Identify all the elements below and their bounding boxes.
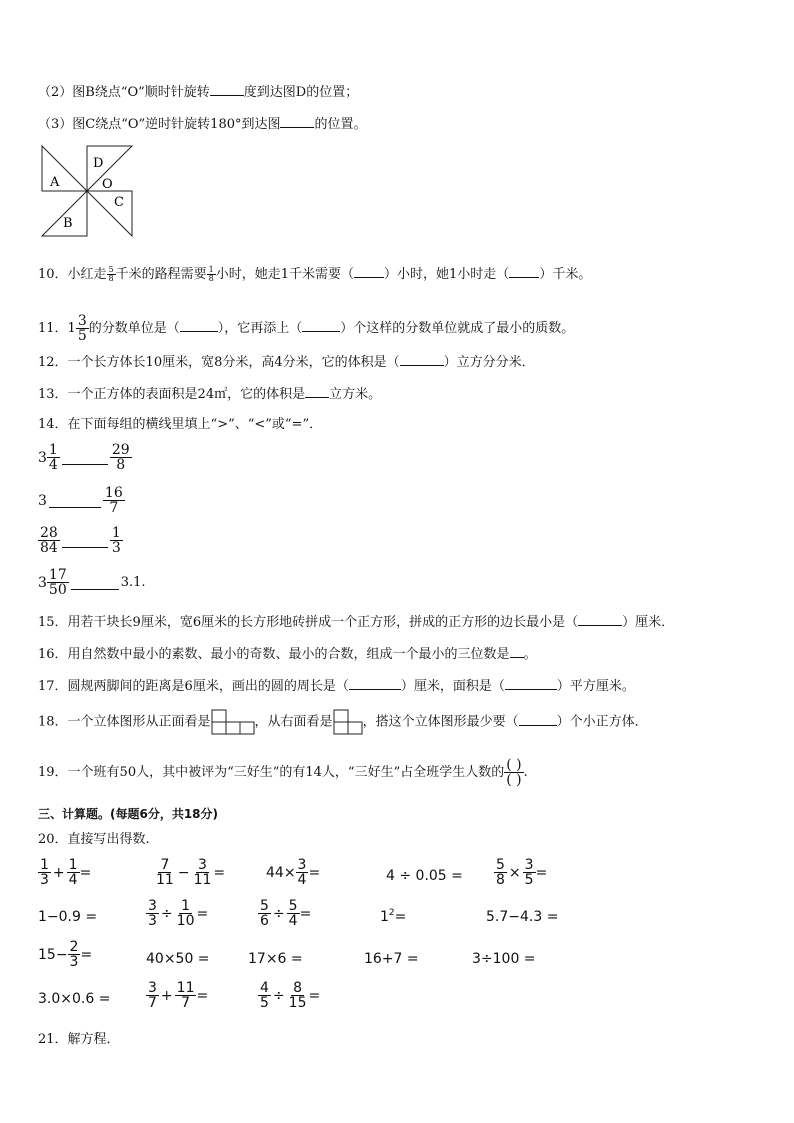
calc-item: $\frac{5}{8}$ × $\frac{3}{5}$ = [496,857,548,888]
calc-item: $\frac{1}{3}$ + $\frac{1}{4}$ = [40,857,92,888]
question-17: 17．圆规两脚间的距离是6厘米，画出的圆的周长是（ ）厘米，面积是（ ）平方厘米。 [38,676,635,697]
question-18: 18．一个立体图形从正面看是 ，从右面看是 ，搭这个立体图形最少要（ ）个小正方体． [38,709,648,735]
question-19: 19．一个班有50人，其中被评为“三好生”的有14人，“三好生”占全班学生人数的 $\frac{( )}{( )}$ . [38,757,528,788]
compare-blank[interactable] [62,546,108,548]
question-15: 15．用若干块长9厘米，宽6厘米的长方形地砖拼成一个正方形，拼成的正方形的边长最小是（ ）厘米． [38,612,674,633]
right-view-grid-icon [333,709,363,735]
fraction: $\frac{1}{8}$ [208,265,214,283]
label-c: C [114,195,124,210]
calc-item: 40×50 = [146,951,210,967]
calc-item: 15− $\frac{2}{3}$ = [38,939,93,970]
calc-item: $\frac{3}{3}$ ÷ $\frac{1}{10}$ = [148,898,209,929]
label-b: B [63,216,73,231]
calc-item: 5.7−4.3 = [486,909,559,925]
fraction: $\frac{17}{50}$ [48,567,67,598]
answer-blank[interactable] [509,264,539,278]
calc-item: 1−0.9 = [38,909,98,925]
label-a: A [50,175,60,190]
section-title: 三、计算题。(每题6分，共18分) [38,807,219,821]
fraction: $\frac{1}{4}$ [48,442,58,473]
calc-item: 1 $^2$ = [380,908,407,925]
answer-blank[interactable] [302,318,340,332]
q9-part2: （2）图B绕点“O”顺时针旋转 度到达图D的位置； [38,82,358,103]
calc-item: 17×6 = [248,951,303,967]
question-13: 13．一个正方体的表面积是24㎡，它的体积是 立方米。 [38,384,381,405]
calc-item: 16+7 = [364,951,419,967]
compare-blank[interactable] [62,463,108,465]
compare-blank[interactable] [49,506,101,508]
pinwheel-figure [38,142,140,242]
triangle-a [42,146,87,191]
question-10: 10．小红走 $\frac{5}{8}$ 千米的路程需要 $\frac{1}{8}$ 小时，她走1千米需要（ ）小时，她1小时走（ ）千米。 [38,265,592,283]
calc-item: 3.0×0.6 = [38,991,111,1007]
compare-row-1: 3 $\frac{1}{4}$ $\frac{29}{8}$ [38,442,130,473]
answer-blank[interactable] [519,712,557,726]
calc-item: 4 ÷ 0.05 = [386,868,463,884]
question-12: 12．一个长方体长10厘米，宽8分米，高4分米，它的体积是（ ）立方分分米． [38,352,535,373]
question-14: 14．在下面每组的横线里填上“>”、“<”或“=”． [38,417,323,432]
q9-part3: （3）图C绕点“O”逆时针旋转180°到达图 的位置。 [38,114,367,135]
fraction: $\frac{28}{84}$ [40,525,58,556]
fraction: $\frac{1}{3}$ [111,525,121,556]
answer-blank[interactable] [505,676,557,690]
question-16: 16．用自然数中最小的素数、最小的奇数、最小的合数，组成一个最小的三位数是 。 [38,644,537,665]
triangle-c [87,191,132,236]
fraction: $\frac{16}{7}$ [104,485,123,516]
label-d: D [93,156,104,171]
calc-item: $\frac{3}{7}$ + $\frac{11}{7}$ = [148,980,209,1011]
calc-item: $\frac{4}{5}$ ÷ $\frac{8}{15}$ = [260,980,321,1011]
calc-item: $\frac{5}{6}$ ÷ $\frac{5}{4}$ = [260,898,312,929]
label-o: O [102,177,113,192]
fraction: $\frac{3}{5}$ [77,313,87,344]
answer-blank[interactable] [400,352,444,366]
compare-row-2: 3 $\frac{16}{7}$ [38,485,123,516]
compare-row-3 [38,526,123,555]
answer-fraction-blank[interactable]: $\frac{( )}{( )}$ [506,757,522,788]
fraction: $\frac{5}{8}$ [108,265,114,283]
answer-blank[interactable] [354,264,384,278]
calc-item: $\frac{7}{11}$ − $\frac{3}{11}$ = [156,857,226,888]
question-11: 11．1 $\frac{3}{5}$ 的分数单位是（ ），它再添上（ ）个这样的分数单位就成了最小的质数。 [38,313,575,344]
answer-blank[interactable] [349,676,401,690]
answer-blank[interactable] [210,82,244,96]
answer-blank[interactable] [305,384,329,398]
calc-item: 44× $\frac{3}{4}$ = [266,857,321,888]
answer-blank[interactable] [510,644,524,658]
fraction: $\frac{29}{8}$ [111,442,130,473]
answer-blank[interactable] [280,114,314,128]
compare-blank[interactable] [71,588,119,590]
calc-item: 3÷100 = [472,951,536,967]
front-view-grid-icon [211,709,255,735]
compare-row-4: 3 $\frac{17}{50}$ 3.1. [38,567,146,598]
question-21: 21．解方程． [38,1032,120,1047]
answer-blank[interactable] [180,318,218,332]
question-20: 20．直接写出得数. [38,832,150,847]
answer-blank[interactable] [578,612,622,626]
